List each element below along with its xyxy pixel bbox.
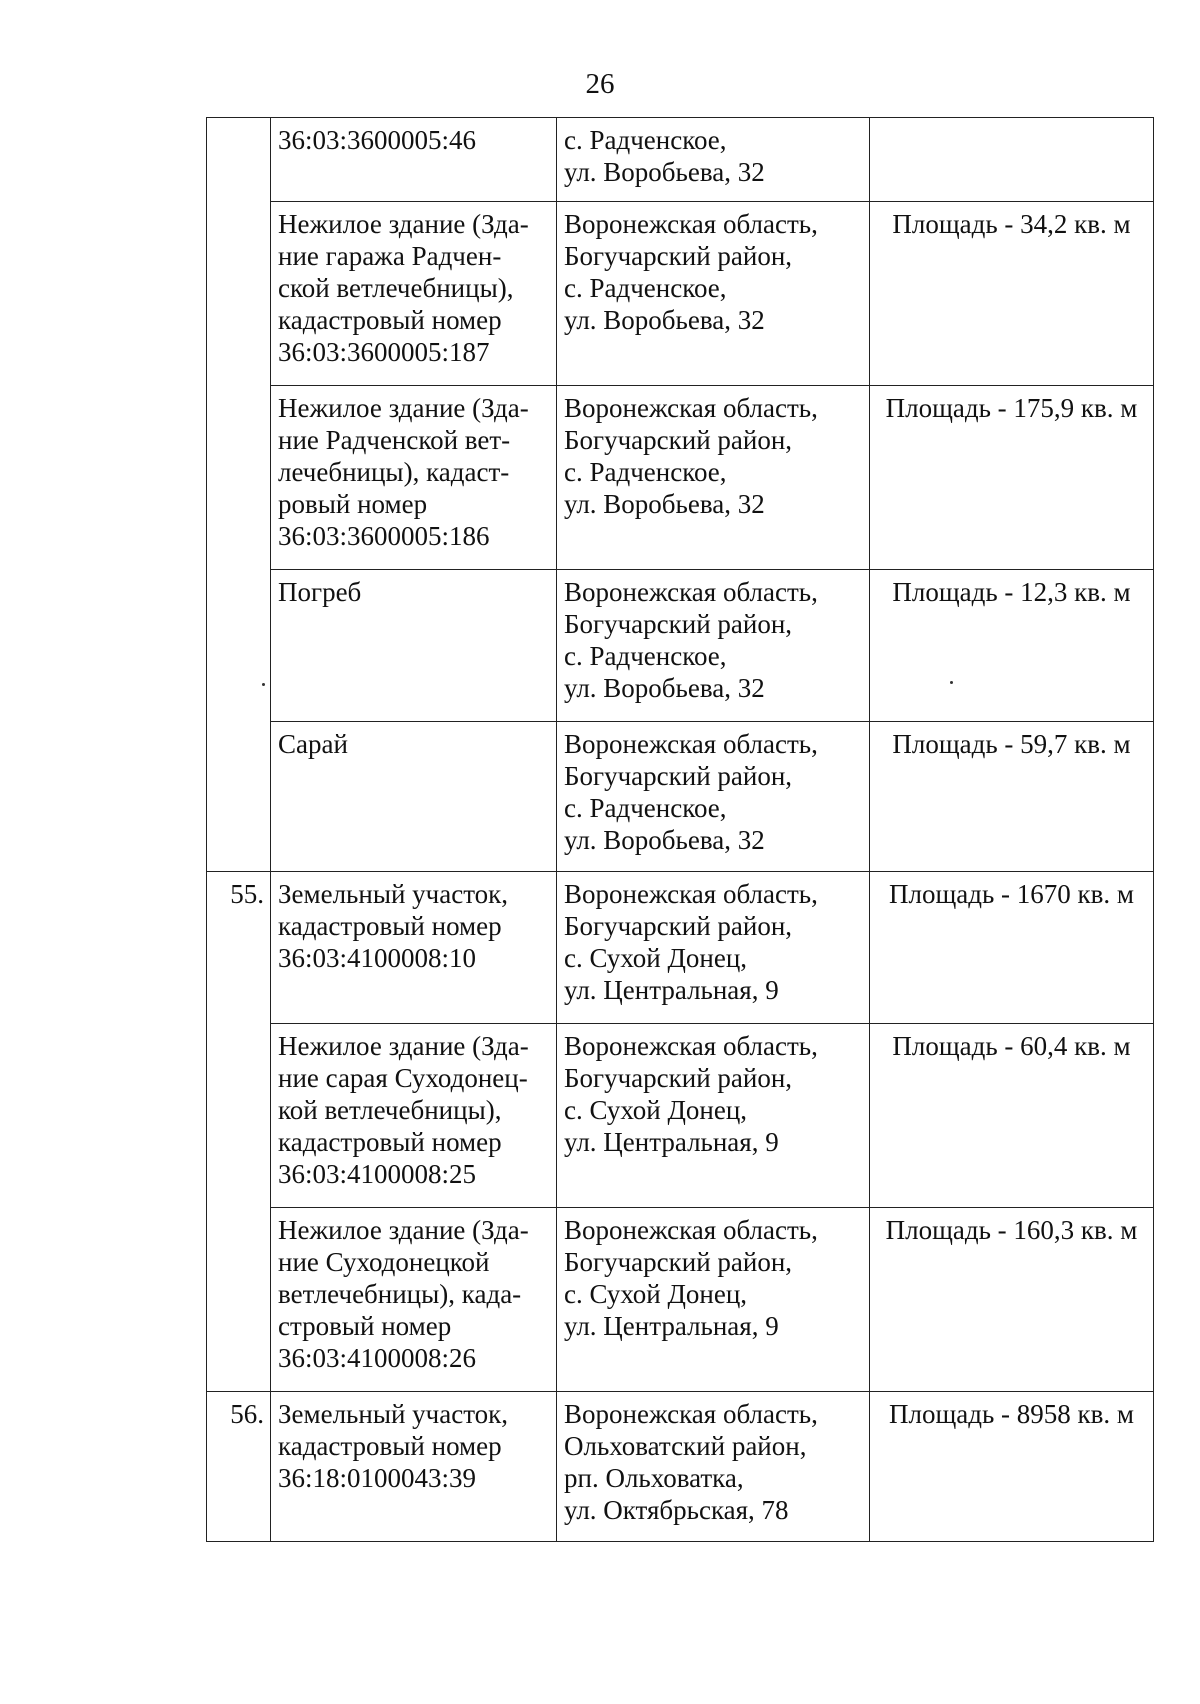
object-description-line: лечебницы), кадаст- xyxy=(278,457,510,487)
address-line: Богучарский район, xyxy=(564,911,793,941)
object-description-line: ровый номер xyxy=(278,489,428,519)
page-number: 26 xyxy=(585,68,615,100)
property-registry-table xyxy=(206,117,1154,1542)
object-description-cell xyxy=(271,872,557,1024)
table-row xyxy=(207,202,1154,386)
address-line: с. Сухой Донец, xyxy=(564,943,748,973)
address-line: Воронежская область, xyxy=(564,879,818,909)
object-description-line: Погреб xyxy=(278,577,362,607)
area-cell: Площадь - 34,2 кв. м xyxy=(870,202,1154,386)
object-description-line: 36:03:4100008:10 xyxy=(278,943,477,973)
address-line: ул. Воробьева, 32 xyxy=(564,489,765,519)
object-description-line: Сарай xyxy=(278,729,348,759)
object-description-line: ние Радченской вет- xyxy=(278,425,511,455)
item-number-cell: 55. xyxy=(207,872,271,1392)
table-row xyxy=(207,872,1154,1024)
address-line: с. Радченское, xyxy=(564,793,727,823)
address-line: Воронежская область, xyxy=(564,729,818,759)
object-description-line: ние Суходонецкой xyxy=(278,1247,490,1277)
object-description-line: ветлечебницы), када- xyxy=(278,1279,522,1309)
address-line: Воронежская область, xyxy=(564,209,818,239)
address-line: с. Радченское, xyxy=(564,125,727,155)
object-description-line: 36:03:4100008:25 xyxy=(278,1159,477,1189)
area-cell: Площадь - 60,4 кв. м xyxy=(870,1024,1154,1208)
object-description-line: кой ветлечебницы), xyxy=(278,1095,502,1125)
address-cell xyxy=(557,202,870,386)
object-description-cell xyxy=(271,202,557,386)
object-description-line: Земельный участок, xyxy=(278,879,509,909)
address-line: ул. Воробьева, 32 xyxy=(564,305,765,335)
item-number-cell xyxy=(207,118,271,872)
object-description-cell xyxy=(271,386,557,570)
object-description-line: стровый номер xyxy=(278,1311,452,1341)
address-line: с. Радченское, xyxy=(564,273,727,303)
object-description-cell xyxy=(271,118,557,202)
address-line: рп. Ольховатка, xyxy=(564,1463,744,1493)
object-description-line: 36:03:3600005:187 xyxy=(278,337,490,367)
object-description-cell xyxy=(271,722,557,872)
address-line: Воронежская область, xyxy=(564,1215,818,1245)
address-cell xyxy=(557,872,870,1024)
object-description-line: Земельный участок, xyxy=(278,1399,509,1429)
address-cell xyxy=(557,570,870,722)
area-cell: Площадь - 175,9 кв. м xyxy=(870,386,1154,570)
object-description-cell xyxy=(271,1392,557,1542)
object-description-line: кадастровый номер xyxy=(278,1127,502,1157)
address-cell xyxy=(557,1392,870,1542)
address-cell xyxy=(557,1024,870,1208)
object-description-line: кадастровый номер xyxy=(278,1431,502,1461)
object-description-line: ние гаража Радчен- xyxy=(278,241,502,271)
address-line: с. Радченское, xyxy=(564,457,727,487)
table-row xyxy=(207,386,1154,570)
area-cell: Площадь - 160,3 кв. м xyxy=(870,1208,1154,1392)
area-cell: Площадь - 59,7 кв. м xyxy=(870,722,1154,872)
object-description-line: кадастровый номер xyxy=(278,305,502,335)
item-number-cell: 56. xyxy=(207,1392,271,1542)
table-row xyxy=(207,1208,1154,1392)
address-line: ул. Воробьева, 32 xyxy=(564,673,765,703)
address-line: Богучарский район, xyxy=(564,425,793,455)
object-description-cell xyxy=(271,1208,557,1392)
object-description-cell xyxy=(271,570,557,722)
object-description-line: ние сарая Суходонец- xyxy=(278,1063,528,1093)
scan-speck xyxy=(950,681,953,684)
address-line: Богучарский район, xyxy=(564,761,793,791)
address-line: ул. Октябрьская, 78 xyxy=(564,1495,789,1525)
object-description-line: Нежилое здание (Зда- xyxy=(278,1215,529,1245)
table-row xyxy=(207,722,1154,872)
table-row xyxy=(207,1024,1154,1208)
area-cell: Площадь - 8958 кв. м xyxy=(870,1392,1154,1542)
address-line: с. Радченское, xyxy=(564,641,727,671)
address-line: Богучарский район, xyxy=(564,609,793,639)
table-row xyxy=(207,118,1154,202)
address-line: Воронежская область, xyxy=(564,1399,818,1429)
table-row xyxy=(207,570,1154,722)
address-line: ул. Воробьева, 32 xyxy=(564,157,765,187)
object-description-line: 36:18:0100043:39 xyxy=(278,1463,477,1493)
address-cell xyxy=(557,722,870,872)
object-description-line: 36:03:4100008:26 xyxy=(278,1343,477,1373)
address-line: Ольховатский район, xyxy=(564,1431,807,1461)
scan-speck xyxy=(262,683,265,686)
address-line: с. Сухой Донец, xyxy=(564,1095,748,1125)
table-row xyxy=(207,1392,1154,1542)
address-line: Богучарский район, xyxy=(564,1063,793,1093)
address-line: Воронежская область, xyxy=(564,1031,818,1061)
address-line: Богучарский район, xyxy=(564,1247,793,1277)
object-description-line: ской ветлечебницы), xyxy=(278,273,514,303)
object-description-line: Нежилое здание (Зда- xyxy=(278,393,529,423)
address-cell xyxy=(557,118,870,202)
object-description-line: Нежилое здание (Зда- xyxy=(278,1031,529,1061)
area-cell: Площадь - 1670 кв. м xyxy=(870,872,1154,1024)
address-line: ул. Воробьева, 32 xyxy=(564,825,765,855)
area-cell: Площадь - 12,3 кв. м xyxy=(870,570,1154,722)
address-line: Воронежская область, xyxy=(564,577,818,607)
address-line: Богучарский район, xyxy=(564,241,793,271)
address-cell xyxy=(557,1208,870,1392)
object-description-cell xyxy=(271,1024,557,1208)
address-cell xyxy=(557,386,870,570)
object-description-line: 36:03:3600005:46 xyxy=(278,125,477,155)
address-line: Воронежская область, xyxy=(564,393,818,423)
object-description-line: кадастровый номер xyxy=(278,911,502,941)
object-description-line: Нежилое здание (Зда- xyxy=(278,209,529,239)
address-line: с. Сухой Донец, xyxy=(564,1279,748,1309)
object-description-line: 36:03:3600005:186 xyxy=(278,521,490,551)
address-line: ул. Центральная, 9 xyxy=(564,975,779,1005)
address-line: ул. Центральная, 9 xyxy=(564,1127,779,1157)
registry-table-body xyxy=(207,118,1154,1542)
address-line: ул. Центральная, 9 xyxy=(564,1311,779,1341)
area-cell xyxy=(870,118,1154,202)
